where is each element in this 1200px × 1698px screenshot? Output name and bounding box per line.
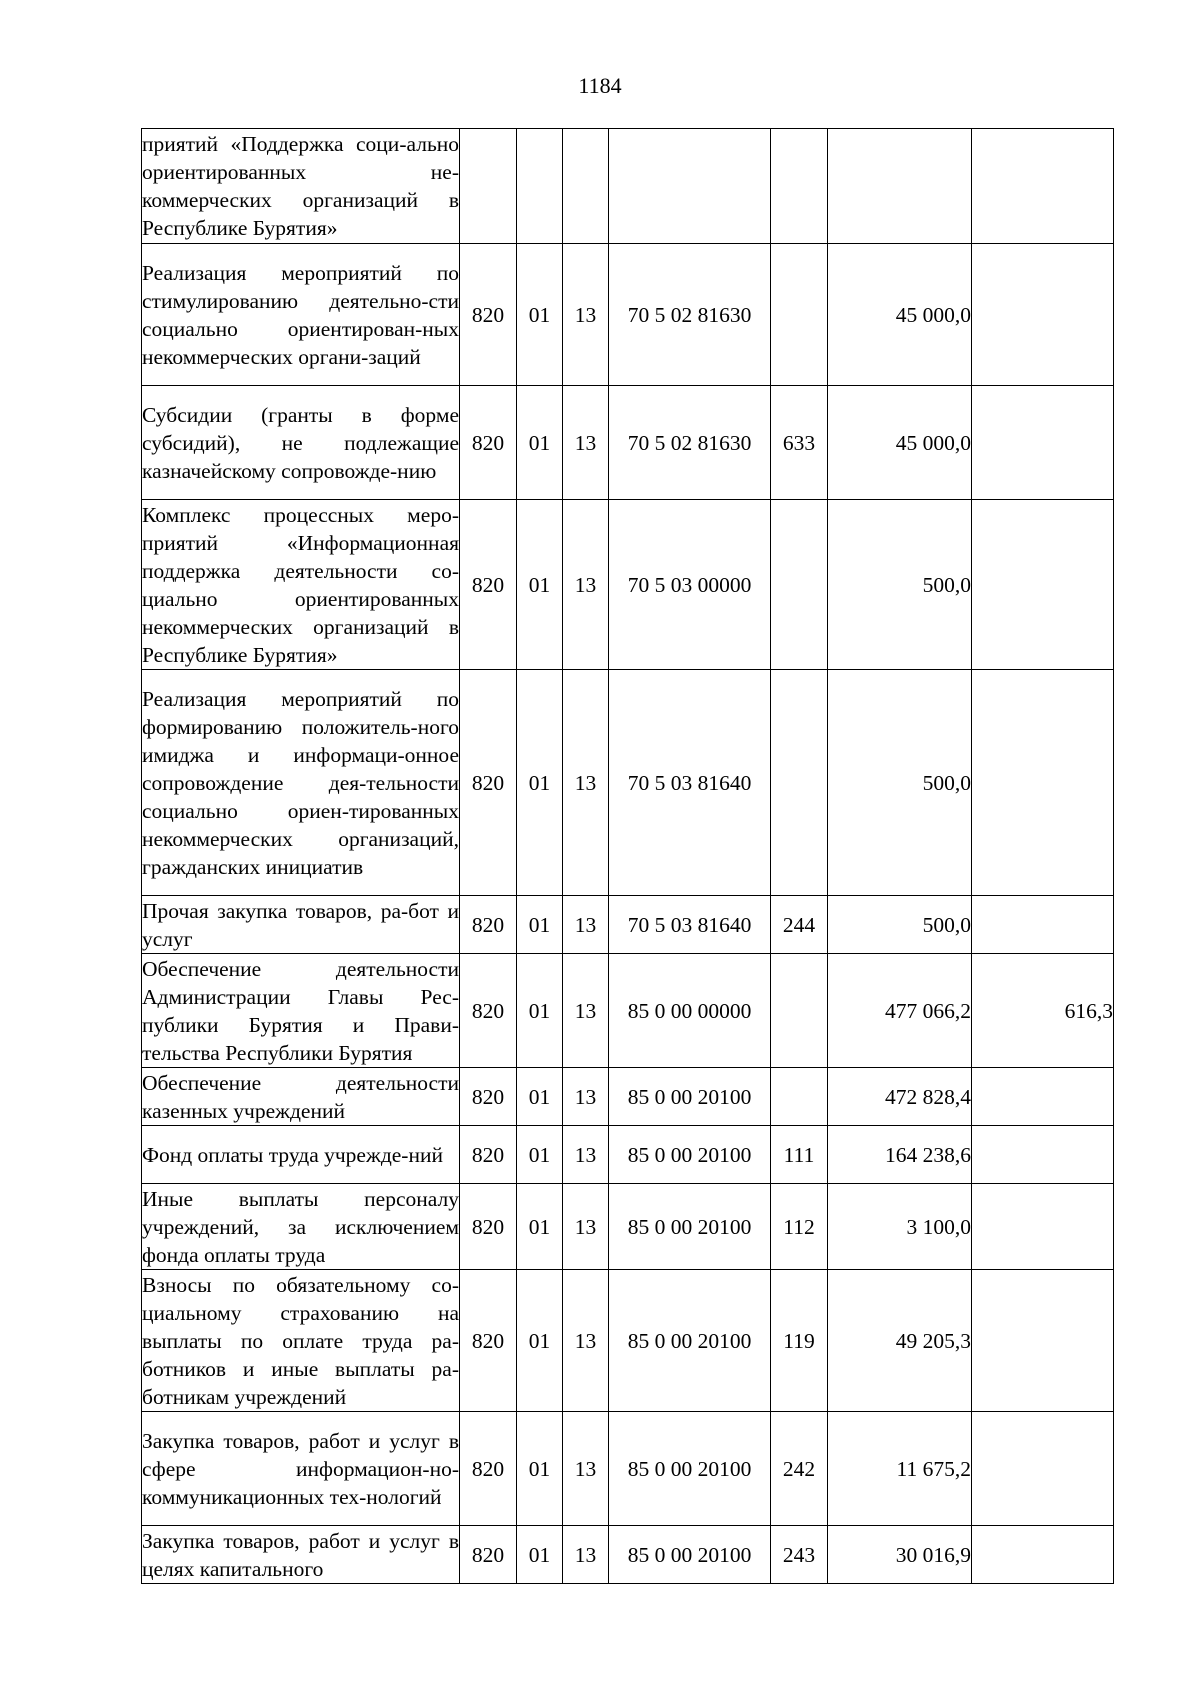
row-target-item-code: 85 0 00 20100 <box>609 1068 771 1126</box>
row-subsection-code: 13 <box>563 1412 609 1526</box>
row-target-item-code: 70 5 02 81630 <box>609 386 771 500</box>
row-amount-2 <box>972 670 1114 896</box>
row-expense-type-code <box>771 244 828 386</box>
row-target-item-code: 85 0 00 00000 <box>609 954 771 1068</box>
row-amount-2 <box>972 1526 1114 1584</box>
row-target-item-code: 85 0 00 20100 <box>609 1184 771 1270</box>
row-department-code: 820 <box>460 1126 517 1184</box>
row-section-code: 01 <box>517 1184 563 1270</box>
table-row <box>142 1126 1114 1184</box>
row-section-code: 01 <box>517 896 563 954</box>
row-department-code: 820 <box>460 1270 517 1412</box>
row-amount-2 <box>972 1270 1114 1412</box>
row-name: Реализация мероприятий по формированию положитель-ного имиджа и информаци-онное сопровождение дея-тельности социально ориен-тированных некоммерческих организаций, гражданских инициатив <box>142 670 460 896</box>
row-department-code: 820 <box>460 244 517 386</box>
table-row <box>142 1270 1114 1412</box>
row-expense-type-code: 242 <box>771 1412 828 1526</box>
row-target-item-code: 70 5 02 81630 <box>609 244 771 386</box>
table-row <box>142 1184 1114 1270</box>
row-expense-type-code: 243 <box>771 1526 828 1584</box>
row-name: Прочая закупка товаров, ра-бот и услуг <box>142 896 460 954</box>
row-subsection-code: 13 <box>563 386 609 500</box>
row-amount-1: 164 238,6 <box>828 1126 972 1184</box>
row-name: Субсидии (гранты в форме субсидий), не подлежащие казначейскому сопровожде-нию <box>142 386 460 500</box>
row-name: Обеспечение деятельности казенных учреждений <box>142 1068 460 1126</box>
table-row <box>142 954 1114 1068</box>
row-amount-1: 45 000,0 <box>828 244 972 386</box>
row-subsection-code: 13 <box>563 244 609 386</box>
row-subsection-code: 13 <box>563 896 609 954</box>
row-expense-type-code <box>771 500 828 670</box>
row-amount-1: 11 675,2 <box>828 1412 972 1526</box>
row-expense-type-code <box>771 670 828 896</box>
row-section-code: 01 <box>517 1412 563 1526</box>
row-section-code: 01 <box>517 386 563 500</box>
row-name: Закупка товаров, работ и услуг в целях капитального <box>142 1526 460 1584</box>
row-expense-type-code <box>771 1068 828 1126</box>
row-amount-2 <box>972 1126 1114 1184</box>
row-amount-2: 616,3 <box>972 954 1114 1068</box>
row-department-code: 820 <box>460 954 517 1068</box>
row-amount-1: 477 066,2 <box>828 954 972 1068</box>
row-target-item-code: 85 0 00 20100 <box>609 1270 771 1412</box>
row-name: приятий «Поддержка соци-ально ориентированных не-коммерческих организаций в Республике Бурятия» <box>142 129 460 244</box>
row-department-code: 820 <box>460 500 517 670</box>
row-section-code: 01 <box>517 1068 563 1126</box>
table-row <box>142 1412 1114 1526</box>
row-amount-2 <box>972 386 1114 500</box>
row-name: Взносы по обязательному со-циальному страхованию на выплаты по оплате труда ра-ботников и иные выплаты ра-ботникам учреждений <box>142 1270 460 1412</box>
row-name: Комплекс процессных меро-приятий «Информационная поддержка деятельности со-циально ориентированных некоммерческих организаций в Республике Бурятия» <box>142 500 460 670</box>
row-name: Закупка товаров, работ и услуг в сфере информацион-но-коммуникационных тех-нологий <box>142 1412 460 1526</box>
row-section-code: 01 <box>517 1270 563 1412</box>
table-row <box>142 1526 1114 1584</box>
row-name: Обеспечение деятельности Администрации Главы Рес-публики Бурятия и Прави-тельства Республики Бурятия <box>142 954 460 1068</box>
row-section-code <box>517 129 563 244</box>
row-section-code: 01 <box>517 500 563 670</box>
row-subsection-code <box>563 129 609 244</box>
row-target-item-code: 85 0 00 20100 <box>609 1126 771 1184</box>
row-name: Иные выплаты персоналу учреждений, за исключением фонда оплаты труда <box>142 1184 460 1270</box>
row-amount-2 <box>972 1184 1114 1270</box>
row-amount-2 <box>972 244 1114 386</box>
row-expense-type-code: 112 <box>771 1184 828 1270</box>
row-department-code: 820 <box>460 670 517 896</box>
budget-table <box>141 128 1114 1584</box>
row-amount-2 <box>972 500 1114 670</box>
row-amount-1: 500,0 <box>828 896 972 954</box>
row-expense-type-code: 111 <box>771 1126 828 1184</box>
row-department-code: 820 <box>460 1526 517 1584</box>
row-amount-1: 3 100,0 <box>828 1184 972 1270</box>
row-amount-1: 500,0 <box>828 500 972 670</box>
row-section-code: 01 <box>517 670 563 896</box>
table-row <box>142 500 1114 670</box>
row-amount-1: 45 000,0 <box>828 386 972 500</box>
row-subsection-code: 13 <box>563 1526 609 1584</box>
row-name: Реализация мероприятий по стимулированию деятельно-сти социально ориентирован-ных некоммерческих органи-заций <box>142 244 460 386</box>
row-target-item-code: 70 5 03 81640 <box>609 670 771 896</box>
row-subsection-code: 13 <box>563 1184 609 1270</box>
table-row <box>142 244 1114 386</box>
row-expense-type-code <box>771 954 828 1068</box>
row-expense-type-code: 244 <box>771 896 828 954</box>
row-section-code: 01 <box>517 244 563 386</box>
row-amount-1 <box>828 129 972 244</box>
row-amount-1: 472 828,4 <box>828 1068 972 1126</box>
row-target-item-code: 85 0 00 20100 <box>609 1412 771 1526</box>
row-amount-1: 49 205,3 <box>828 1270 972 1412</box>
row-department-code: 820 <box>460 386 517 500</box>
row-name: Фонд оплаты труда учрежде-ний <box>142 1126 460 1184</box>
row-department-code: 820 <box>460 1184 517 1270</box>
budget-table-body <box>142 129 1114 1584</box>
row-section-code: 01 <box>517 954 563 1068</box>
row-amount-1: 30 016,9 <box>828 1526 972 1584</box>
row-section-code: 01 <box>517 1526 563 1584</box>
table-row <box>142 129 1114 244</box>
row-subsection-code: 13 <box>563 500 609 670</box>
table-row <box>142 670 1114 896</box>
row-amount-2 <box>972 896 1114 954</box>
row-target-item-code <box>609 129 771 244</box>
row-target-item-code: 85 0 00 20100 <box>609 1526 771 1584</box>
table-row <box>142 1068 1114 1126</box>
row-department-code <box>460 129 517 244</box>
row-department-code: 820 <box>460 896 517 954</box>
row-section-code: 01 <box>517 1126 563 1184</box>
row-subsection-code: 13 <box>563 1126 609 1184</box>
page-number: 1184 <box>578 73 622 98</box>
row-target-item-code: 70 5 03 00000 <box>609 500 771 670</box>
row-target-item-code: 70 5 03 81640 <box>609 896 771 954</box>
row-department-code: 820 <box>460 1068 517 1126</box>
row-subsection-code: 13 <box>563 1270 609 1412</box>
row-department-code: 820 <box>460 1412 517 1526</box>
row-expense-type-code: 119 <box>771 1270 828 1412</box>
row-amount-2 <box>972 1068 1114 1126</box>
row-expense-type-code <box>771 129 828 244</box>
row-amount-2 <box>972 129 1114 244</box>
table-row <box>142 386 1114 500</box>
table-row <box>142 896 1114 954</box>
row-subsection-code: 13 <box>563 1068 609 1126</box>
row-subsection-code: 13 <box>563 670 609 896</box>
row-subsection-code: 13 <box>563 954 609 1068</box>
row-expense-type-code: 633 <box>771 386 828 500</box>
row-amount-1: 500,0 <box>828 670 972 896</box>
row-amount-2 <box>972 1412 1114 1526</box>
